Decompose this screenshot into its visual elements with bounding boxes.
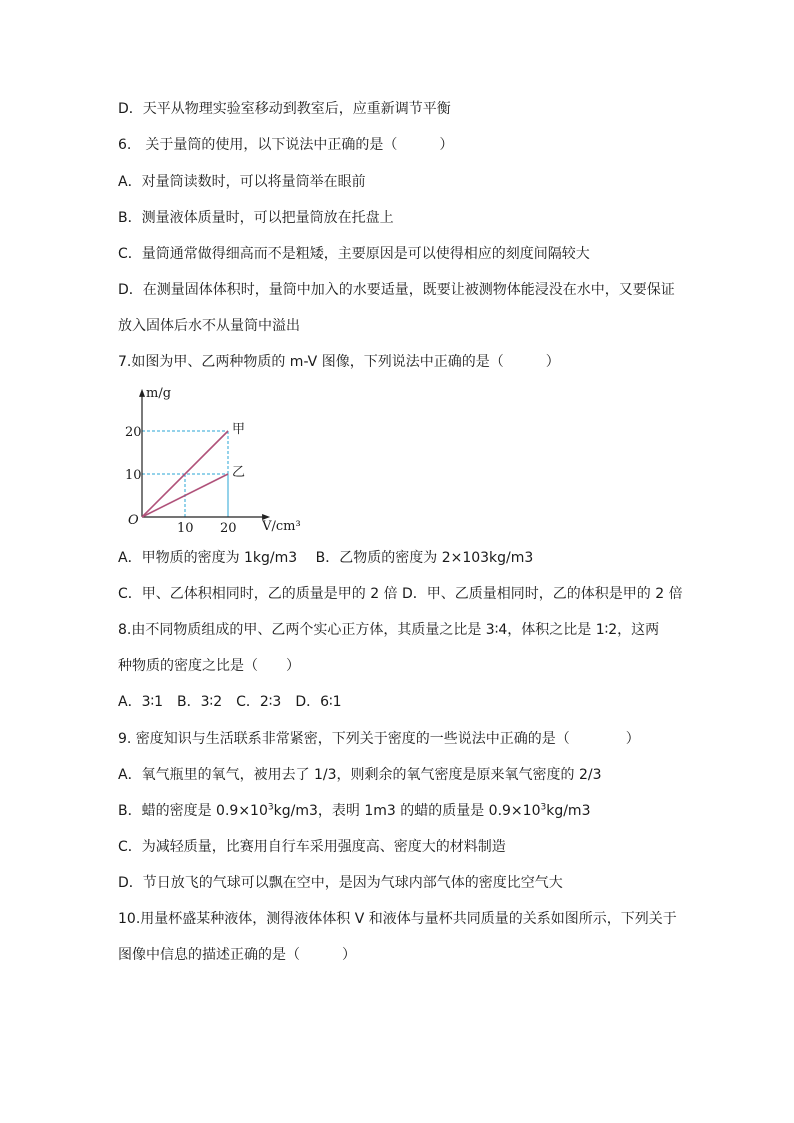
q7-options-cd: C．甲、乙体积相同时，乙的质量是甲的 2 倍 D．甲、乙质量相同时，乙的体积是甲的 2 倍 [118,586,683,602]
q5-option-d: D．天平从物理实验室移动到教室后，应重新调节平衡 [118,101,451,117]
x-axis-label: V/cm³ [262,519,301,534]
origin-label: O [128,513,139,528]
q7-options-ab: A．甲物质的密度为 1kg/m3 B．乙物质的密度为 2×103kg/m3 [118,550,534,566]
q6-option-d: D．在测量固体体积时，量筒中加入的水要适量，既要让被测物体能浸没在水中，又要保证 [118,282,675,298]
q6-option-c: C．量筒通常做得细高而不是粗矮，主要原因是可以使得相应的刻度间隔较大 [118,246,590,262]
q9b-mid: kg/m3，表明 1m3 的蜡的质量是 0.9×10 [273,803,541,819]
q6-option-a: A．对量筒读数时，可以将量筒举在眼前 [118,174,366,190]
q9-stem: 9. 密度知识与生活联系非常紧密，下列关于密度的一些说法中正确的是（ ） [118,731,640,747]
q9b-sup2: 3 [540,802,547,813]
q6-stem: 6. 关于量筒的使用，以下说法中正确的是（ ） [118,137,454,153]
y-axis-label: m/g [146,385,172,401]
q9b-sup1: 3 [267,802,274,813]
x-tick-label-1: 20 [220,521,237,536]
q8-options: A．3∶1 B．3∶2 C．2∶3 D．6∶1 [118,694,342,710]
series-label-0: 甲 [232,422,246,437]
mv-chart [124,377,324,537]
x-tick-label-0: 10 [177,521,194,536]
q9-option-a: A．氧气瓶里的氧气，被用去了 1/3，则剩余的氧气密度是原来氧气密度的 2/3 [118,767,602,783]
y-tick-label-0: 10 [125,468,142,483]
q9b-pre: B．蜡的密度是 0.9×10 [118,803,268,819]
q8-stem: 8.由不同物质组成的甲、乙两个实心正方体，其质量之比是 3∶4，体积之比是 1∶2，这两 [118,622,660,638]
q7-stem: 7.如图为甲、乙两种物质的 m-V 图像，下列说法中正确的是（ ） [118,354,560,370]
q10-stem-cont: 图像中信息的描述正确的是（ ） [118,947,356,963]
q9-option-b [118,801,590,821]
q6-option-b: B．测量液体质量时，可以把量筒放在托盘上 [118,210,394,226]
y-tick-label-1: 20 [125,425,142,440]
q6-option-d-cont: 放入固体后水不从量筒中溢出 [118,318,300,334]
q8-stem-cont: 种物质的密度之比是（ ） [118,658,300,674]
series-label-1: 乙 [232,465,246,480]
q10-stem: 10.用量杯盛某种液体，测得液体体积 V 和液体与量杯共同质量的关系如图所示，下列关于 [118,911,677,927]
y-axis-arrow [139,389,145,397]
q9-option-c: C．为减轻质量，比赛用自行车采用强度高、密度大的材料制造 [118,839,506,855]
q9b-post: kg/m3 [546,803,591,819]
q9-option-d: D．节日放飞的气球可以飘在空中，是因为气球内部气体的密度比空气大 [118,875,563,891]
